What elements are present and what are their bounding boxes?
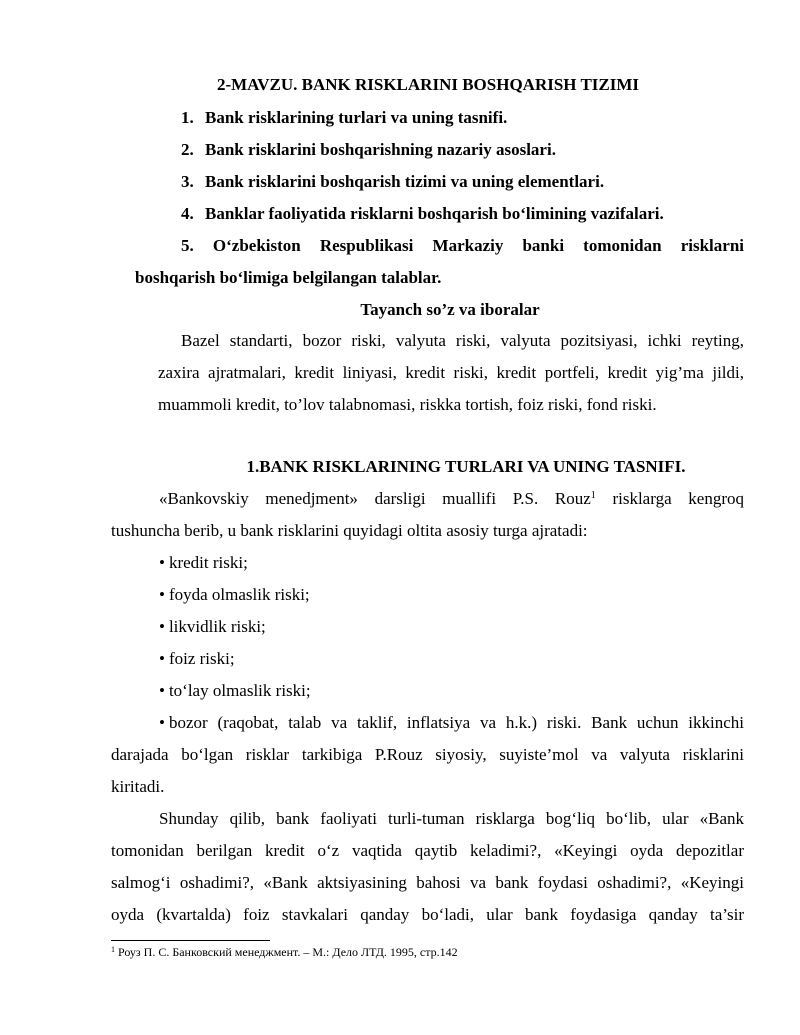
footnote-text: Роуз П. С. Банковский менеджмент. – М.: Дело ЛТД. 1995, стр.142 (115, 945, 458, 959)
bullet-item-3 (159, 617, 266, 637)
bullet-item-2 (159, 585, 310, 605)
plan-item-text: Bank risklarini boshqarish tizimi va uning elementlari. (205, 172, 605, 191)
plan-item-text: Bank risklarini boshqarishning nazariy asoslari. (205, 140, 556, 159)
intro-line-2: tushuncha berib, u bank risklarini quyidagi oltita asosiy turga ajratadi: (111, 521, 588, 540)
page-title: 2-MAVZU. BANK RISKLARINI BOSHQARISH TIZIMI (216, 75, 640, 94)
plan-item-text: Banklar faoliyatida risklarni boshqarish bo‘limining vazifalari. (205, 204, 664, 223)
plan-item-2 (181, 140, 556, 160)
bullet-text: bozor (raqobat, talab va taklif, inflatsiya va h.k.) riski. Bank uchun ikkinchi (168, 713, 744, 732)
paragraph-line-2: tomonidan berilgan kredit o‘z vaqtida qaytib keladimi?, «Keyingi oyda depozitlar (111, 841, 744, 860)
bullet-text: foyda olmaslik riski; (168, 585, 310, 604)
bullet-item-6-line-2: darajada bo‘lgan risklar tarkibiga P.Rouz siyosiy, suyiste’mol va valyuta risklarini (111, 745, 744, 764)
section-heading: 1.BANK RISKLARINING TURLARI VA UNING TASNIFI. (246, 457, 686, 476)
bullet-text: foiz riski; (168, 649, 235, 668)
bullet-text: likvidlik riski; (168, 617, 266, 636)
paragraph-line-3: salmog‘i oshadimi?, «Bank aktsiyasining bahosi va bank foydasi oshadimi?, «Keyingi (111, 873, 744, 892)
intro-line-1 (159, 489, 744, 509)
footnote-mark: 1 (111, 945, 115, 954)
bullet-icon: • (159, 585, 165, 604)
bullet-icon: • (159, 649, 165, 668)
footnote-ref: 1 (590, 490, 596, 501)
paragraph-line-1: Shunday qilib, bank faoliyati turli-tuman risklarga bog‘liq bo‘lib, ular «Bank (159, 809, 744, 828)
bullet-icon: • (159, 681, 165, 700)
bullet-text: to‘lay olmaslik riski; (168, 681, 311, 700)
bullet-icon: • (159, 617, 165, 636)
footnote-divider (111, 940, 270, 941)
footnote (111, 945, 458, 960)
plan-item-text: Bank risklarining turlari va uning tasnifi. (205, 108, 508, 127)
plan-item-4 (181, 204, 664, 224)
plan-item-5-continuation: boshqarish bo‘limiga belgilangan talablar. (135, 268, 442, 287)
bullet-item-6-line-3: kiritadi. (111, 777, 165, 796)
plan-item-3 (181, 172, 604, 192)
bullet-item-5 (159, 681, 311, 701)
plan-item-number: 2. (181, 140, 194, 159)
intro-text-rest: risklarga kengroq (595, 489, 744, 508)
plan-item-5 (181, 236, 744, 256)
plan-item-number: 1. (181, 108, 194, 127)
plan-item-number: 5. (181, 236, 194, 255)
bullet-text: kredit riski; (168, 553, 248, 572)
intro-text: «Bankovskiy menedjment» darsligi muallifi P.S. Rouz (159, 489, 591, 508)
bullet-item-6 (159, 713, 744, 733)
bullet-icon: • (159, 553, 165, 572)
plan-item-number: 3. (181, 172, 194, 191)
plan-item-text: O‘zbekiston Respublikasi Markaziy banki tomonidan risklarni (212, 236, 745, 255)
paragraph-line-4: oyda (kvartalda) foiz stavkalari qanday bo‘ladi, ular bank foydasiga qanday ta’sir (111, 905, 744, 924)
keywords-line-2: zaxira ajratmalari, kredit liniyasi, kredit riski, kredit portfeli, kredit yig’ma jildi, (158, 363, 744, 382)
keywords-line-3: muammoli kredit, to’lov talabnomasi, riskka tortish, foiz riski, fond riski. (158, 395, 657, 414)
keywords-heading: Tayanch so’z va iboralar (360, 300, 540, 319)
bullet-item-4 (159, 649, 235, 669)
bullet-icon: • (159, 713, 165, 732)
plan-item-number: 4. (181, 204, 194, 223)
keywords-line-1: Bazel standarti, bozor riski, valyuta riski, valyuta pozitsiyasi, ichki reyting, (181, 331, 744, 350)
bullet-item-1 (159, 553, 248, 573)
plan-item-1 (181, 108, 507, 128)
